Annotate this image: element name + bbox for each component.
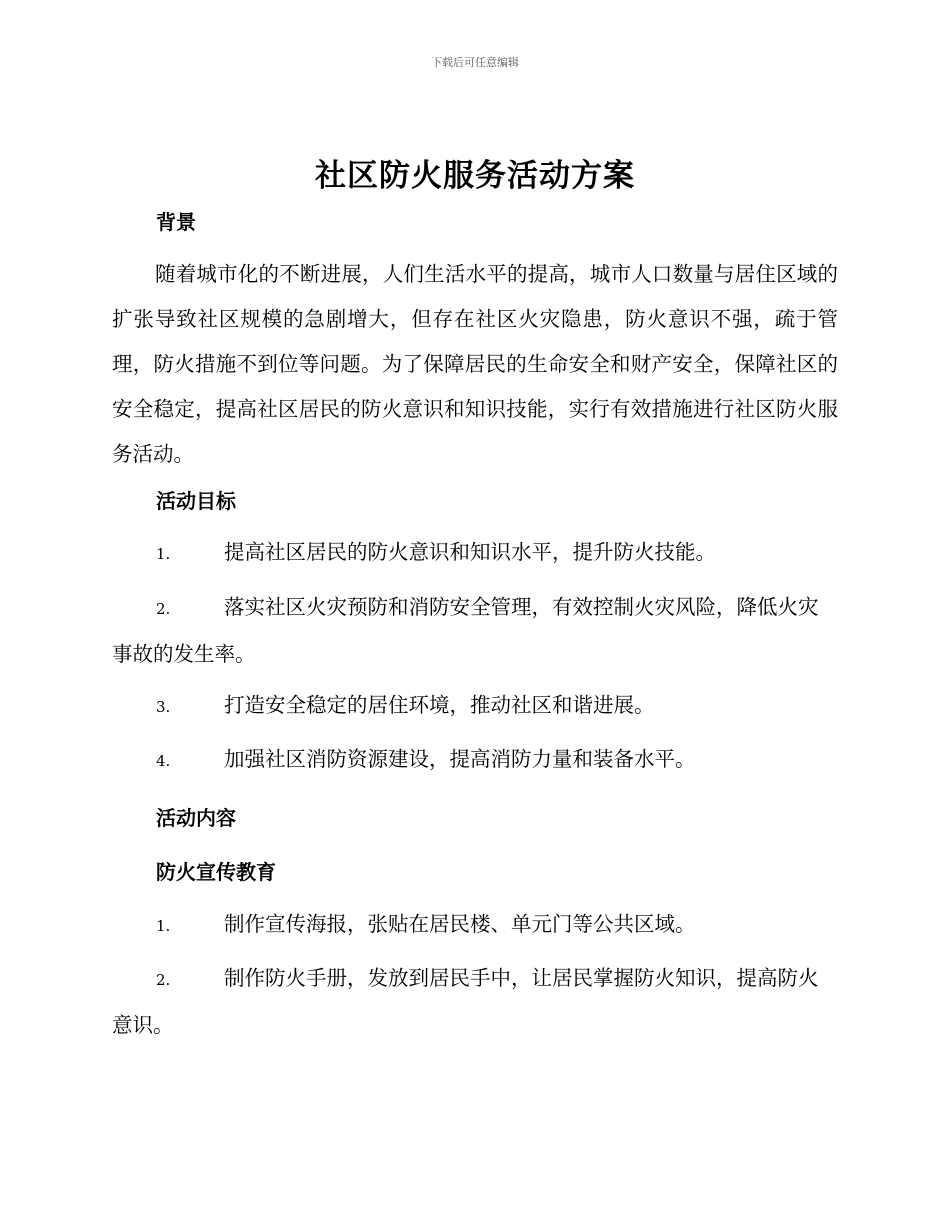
goal-number: 4. bbox=[156, 752, 171, 770]
education-text: 制作防火手册，发放到居民手中，让居民掌握防火知识，提高防火意识。 bbox=[112, 966, 819, 1037]
document-title: 社区防火服务活动方案 bbox=[315, 158, 635, 194]
goal-item bbox=[112, 737, 838, 784]
education-item bbox=[112, 902, 838, 949]
goal-text: 加强社区消防资源建设，提高消防力量和装备水平。 bbox=[224, 747, 696, 771]
goal-number: 3. bbox=[156, 698, 171, 716]
subsection-heading-education: 防火宣传教育 bbox=[156, 860, 276, 884]
education-number: 1. bbox=[156, 917, 171, 935]
education-number: 2. bbox=[156, 971, 171, 989]
education-text: 制作宣传海报，张贴在居民楼、单元门等公共区域。 bbox=[224, 912, 696, 936]
goal-item bbox=[112, 530, 838, 577]
section-heading-content: 活动内容 bbox=[156, 806, 236, 830]
goal-item bbox=[112, 585, 838, 677]
section-heading-goals: 活动目标 bbox=[156, 489, 236, 513]
education-item bbox=[112, 956, 838, 1048]
background-paragraph: 随着城市化的不断进展，人们生活水平的提高，城市人口数量与居住区域的扩张导致社区规模的急剧增大，但存在社区火灾隐患，防火意识不强，疏于管理，防火措施不到位等问题。为了保障居民的生命安全和财产安全，保障社区的安全稳定，提高社区居民的防火意识和知识技能，实行有效措施进行社区防火服务活动。 bbox=[112, 262, 838, 466]
goal-number: 2. bbox=[156, 600, 171, 618]
goal-text: 落实社区火灾预防和消防安全管理，有效控制火灾风险，降低火灾事故的发生率。 bbox=[112, 595, 819, 666]
goal-item bbox=[112, 683, 838, 730]
goal-number: 1. bbox=[156, 545, 171, 563]
goal-text: 打造安全稳定的居住环境，推动社区和谐进展。 bbox=[224, 693, 655, 717]
page-header: 下载后可任意编辑 bbox=[431, 56, 519, 69]
goal-text: 提高社区居民的防火意识和知识水平，提升防火技能。 bbox=[224, 540, 716, 564]
section-heading-background: 背景 bbox=[156, 210, 196, 234]
